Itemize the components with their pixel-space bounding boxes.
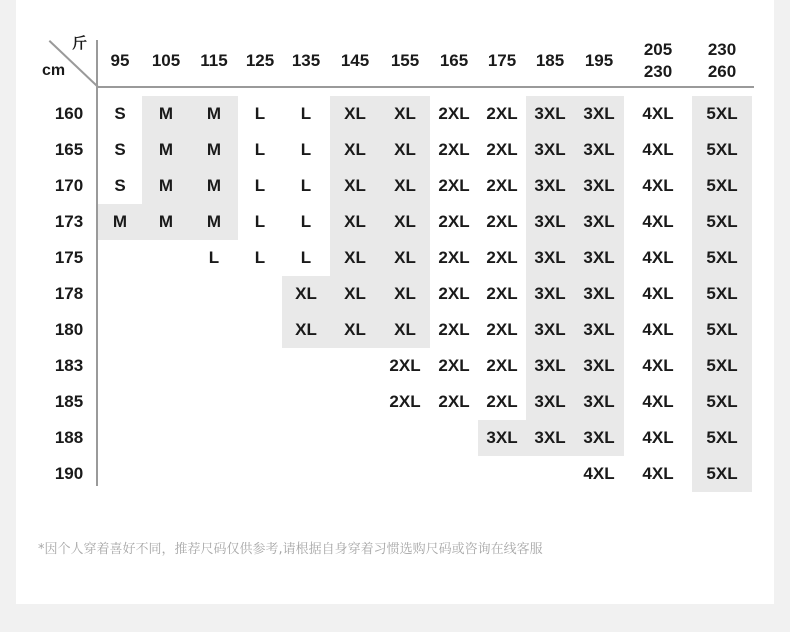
weight-header: 95 (110, 51, 130, 70)
size-cell: XL (380, 312, 430, 348)
size-cell: 3XL (574, 384, 624, 420)
size-cell: L (300, 104, 312, 123)
size-cell: 2XL (486, 212, 518, 231)
size-cell: 4XL (642, 104, 674, 123)
weight-header: 145 (340, 51, 370, 70)
size-cell: 4XL (642, 320, 674, 339)
size-cell: 4XL (583, 464, 615, 483)
size-cell: M (190, 168, 238, 204)
size-cell: 3XL (526, 240, 574, 276)
size-cell: 4XL (642, 356, 674, 375)
size-cell: XL (330, 132, 380, 168)
size-cell: 2XL (438, 320, 470, 339)
size-cell: L (254, 140, 266, 159)
size-cell: M (142, 96, 190, 132)
height-row-header: 170 (54, 176, 84, 195)
height-unit-label: cm (42, 62, 66, 79)
size-cell: 2XL (438, 104, 470, 123)
size-cell: 3XL (526, 420, 574, 456)
size-cell: 2XL (438, 176, 470, 195)
size-cell: 2XL (438, 248, 470, 267)
size-cell: 2XL (486, 104, 518, 123)
size-cell: 3XL (526, 312, 574, 348)
size-cell: XL (282, 312, 330, 348)
size-cell: 3XL (574, 420, 624, 456)
weight-unit-label: 斤 (72, 35, 88, 52)
size-cell: 4XL (642, 464, 674, 483)
size-cell: 3XL (574, 96, 624, 132)
size-cell: 2XL (389, 392, 421, 411)
weight-header-part: 230 (707, 40, 737, 59)
size-cell: 2XL (486, 176, 518, 195)
weight-header: 105 (151, 51, 181, 70)
size-cell: 3XL (574, 348, 624, 384)
weight-header: 125 (245, 51, 275, 70)
weight-header: 165 (439, 51, 469, 70)
weight-header: 195 (584, 51, 614, 70)
size-cell: M (142, 204, 190, 240)
weight-header: 135 (291, 51, 321, 70)
height-row-header: 180 (54, 320, 84, 339)
size-cell: 2XL (438, 284, 470, 303)
weight-header-part: 205 (643, 40, 673, 59)
size-cell: 5XL (692, 168, 752, 204)
size-cell: L (254, 248, 266, 267)
size-cell: XL (380, 168, 430, 204)
size-cell: XL (380, 96, 430, 132)
size-cell: M (98, 204, 142, 240)
size-cell: L (300, 212, 312, 231)
size-cell: XL (330, 96, 380, 132)
weight-header: 115 (200, 51, 228, 70)
size-cell: 4XL (642, 284, 674, 303)
size-cell: 4XL (642, 140, 674, 159)
size-cell: 5XL (692, 348, 752, 384)
size-cell: 3XL (478, 420, 526, 456)
size-cell: 5XL (692, 240, 752, 276)
size-cell: L (208, 248, 220, 267)
size-cell: 5XL (692, 96, 752, 132)
height-row-header: 183 (54, 356, 84, 375)
size-cell: L (254, 212, 266, 231)
size-cell: 2XL (438, 392, 470, 411)
size-cell: L (254, 176, 266, 195)
size-cell: 3XL (574, 168, 624, 204)
size-cell: 3XL (526, 276, 574, 312)
height-row-header: 190 (54, 464, 84, 483)
size-cell: XL (380, 240, 430, 276)
size-cell: 3XL (574, 276, 624, 312)
size-disclaimer-note: *因个人穿着喜好不同，推荐尺码仅供参考,请根据自身穿着习惯选购尺码或咨询在线客服 (38, 542, 543, 557)
size-cell: XL (380, 132, 430, 168)
size-cell: 3XL (526, 204, 574, 240)
size-cell: 5XL (692, 132, 752, 168)
size-cell: M (190, 96, 238, 132)
height-row-header: 185 (54, 392, 84, 411)
size-cell: 4XL (642, 248, 674, 267)
size-cell: 2XL (389, 356, 421, 375)
size-cell: 2XL (438, 140, 470, 159)
size-cell: XL (380, 204, 430, 240)
height-row-header: 165 (54, 140, 84, 159)
size-cell: 3XL (574, 132, 624, 168)
size-cell: 3XL (526, 168, 574, 204)
weight-header: 185 (535, 51, 565, 70)
height-row-header: 175 (54, 248, 84, 267)
size-cell: S (114, 176, 126, 195)
size-cell: 3XL (526, 384, 574, 420)
size-cell: 2XL (438, 212, 470, 231)
size-cell: XL (282, 276, 330, 312)
size-cell: 4XL (642, 176, 674, 195)
size-cell: 4XL (642, 212, 674, 231)
height-row-header: 178 (54, 284, 84, 303)
size-cell: 5XL (692, 420, 752, 456)
weight-header: 155 (390, 51, 420, 70)
weight-header: 175 (487, 51, 517, 70)
height-row-header: 188 (54, 428, 84, 447)
size-cell: 3XL (574, 204, 624, 240)
size-cell: M (142, 132, 190, 168)
size-cell: 2XL (486, 356, 518, 375)
size-cell: M (190, 132, 238, 168)
size-cell: 2XL (486, 320, 518, 339)
size-cell: 5XL (692, 456, 752, 492)
size-cell: M (190, 204, 238, 240)
weight-header (624, 36, 692, 86)
size-cell: 5XL (692, 384, 752, 420)
size-cell: 2XL (486, 284, 518, 303)
size-cell: 2XL (486, 392, 518, 411)
size-cell: XL (380, 276, 430, 312)
size-cell: XL (330, 204, 380, 240)
size-cell: 3XL (526, 96, 574, 132)
size-cell: L (300, 176, 312, 195)
size-cell: 5XL (692, 276, 752, 312)
size-cell: 3XL (574, 240, 624, 276)
size-cell: L (300, 140, 312, 159)
weight-header (692, 36, 752, 86)
size-cell: 3XL (574, 312, 624, 348)
size-cell: XL (330, 240, 380, 276)
size-cell: S (114, 104, 126, 123)
size-cell: 4XL (642, 428, 674, 447)
size-cell: L (254, 104, 266, 123)
height-row-header: 173 (54, 212, 84, 231)
size-cell: 3XL (526, 348, 574, 384)
size-cell: L (300, 248, 312, 267)
column-header-divider (96, 86, 754, 88)
size-cell: 2XL (486, 248, 518, 267)
size-cell: 4XL (642, 392, 674, 411)
size-cell: 2XL (486, 140, 518, 159)
size-cell: XL (330, 168, 380, 204)
size-cell: 3XL (526, 132, 574, 168)
size-cell: M (142, 168, 190, 204)
height-row-header: 160 (54, 104, 84, 123)
size-cell: S (114, 140, 126, 159)
size-cell: 5XL (692, 204, 752, 240)
size-cell: XL (330, 276, 380, 312)
size-cell: XL (330, 312, 380, 348)
size-cell: 2XL (438, 356, 470, 375)
weight-header-part: 230 (643, 62, 673, 81)
weight-header-part: 260 (707, 62, 737, 81)
size-cell: 5XL (692, 312, 752, 348)
